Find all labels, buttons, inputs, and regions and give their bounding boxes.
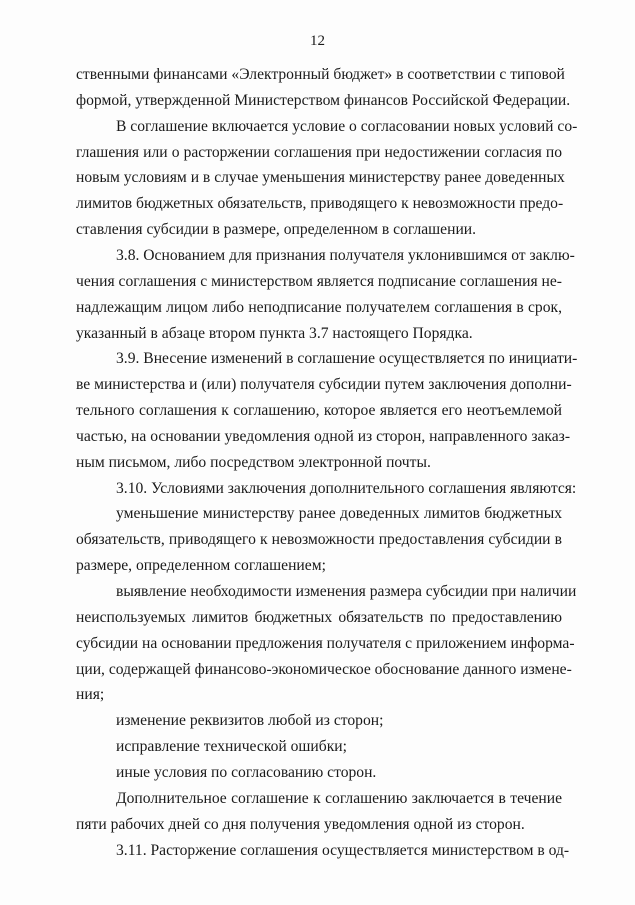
text-line: уменьшение министерству ранее доведенных лимитов бюджетных xyxy=(116,505,562,523)
text-line: чения соглашения с министерством является подписание соглашения не- xyxy=(76,272,562,290)
text-line: указанный в абзаце втором пункта 3.7 настоящего Порядка. xyxy=(76,324,473,342)
text-line: ве министерства и (или) получателя субсидии путем заключения дополни- xyxy=(76,376,572,394)
text-line: глашения или о расторжении соглашения при недостижении согласия по xyxy=(76,143,562,161)
text-line: формой, утвержденной Министерством финансов Российской Федерации. xyxy=(76,91,571,109)
text-line: размере, определенном соглашением; xyxy=(76,557,326,575)
page-number: 12 xyxy=(310,33,325,49)
text-line: пяти рабочих дней со дня получения уведомления одной из сторон. xyxy=(76,815,525,833)
text-line: 3.8. Основанием для признания получателя уклонившимся от заклю- xyxy=(116,246,575,264)
text-line: В соглашение включается условие о согласовании новых условий со- xyxy=(116,117,578,135)
text-line: тельного соглашения к соглашению, которое является его неотъемлемой xyxy=(76,402,562,420)
text-line: иные условия по согласованию сторон. xyxy=(116,763,377,781)
text-line: 3.10. Условиями заключения дополнительного соглашения являются: xyxy=(116,479,577,497)
text-line: неиспользуемых лимитов бюджетных обязательств по предоставлению xyxy=(76,608,562,626)
text-line: ственными финансами «Электронный бюджет» в соответствии с типовой xyxy=(76,66,565,83)
text-line: Дополнительное соглашение к соглашению заключается в течение xyxy=(116,789,562,807)
text-line: лимитов бюджетных обязательств, приводящего к невозможности предо- xyxy=(76,195,564,213)
text-line: ния; xyxy=(76,686,105,704)
text-line: новым условиям и в случае уменьшения министерству ранее доведенных xyxy=(76,169,565,187)
text-line: исправление технической ошибки; xyxy=(116,738,347,756)
text-line: обязательств, приводящего к невозможности предоставления субсидии в xyxy=(76,531,562,549)
text-line: надлежащим лицом либо неподписание получателем соглашения в срок, xyxy=(76,298,562,316)
text-line: выявление необходимости изменения размера субсидии при наличии xyxy=(116,583,577,600)
text-line: субсидии на основании предложения получателя с приложением информа- xyxy=(76,634,575,652)
text-line: 3.9. Внесение изменений в соглашение осуществляется по инициати- xyxy=(116,350,578,368)
text-line: ным письмом, либо посредством электронной почты. xyxy=(76,453,431,471)
text-line: 3.11. Расторжение соглашения осуществляется министерством в од- xyxy=(116,841,570,859)
text-line: частью, на основании уведомления одной из сторон, направленного заказ- xyxy=(76,427,571,445)
text-line: изменение реквизитов любой из сторон; xyxy=(116,712,384,730)
text-line: ции, содержащей финансово-экономическое обоснование данного измене- xyxy=(76,660,572,678)
text-line: ставления субсидии в размере, определенном в соглашении. xyxy=(76,221,477,239)
